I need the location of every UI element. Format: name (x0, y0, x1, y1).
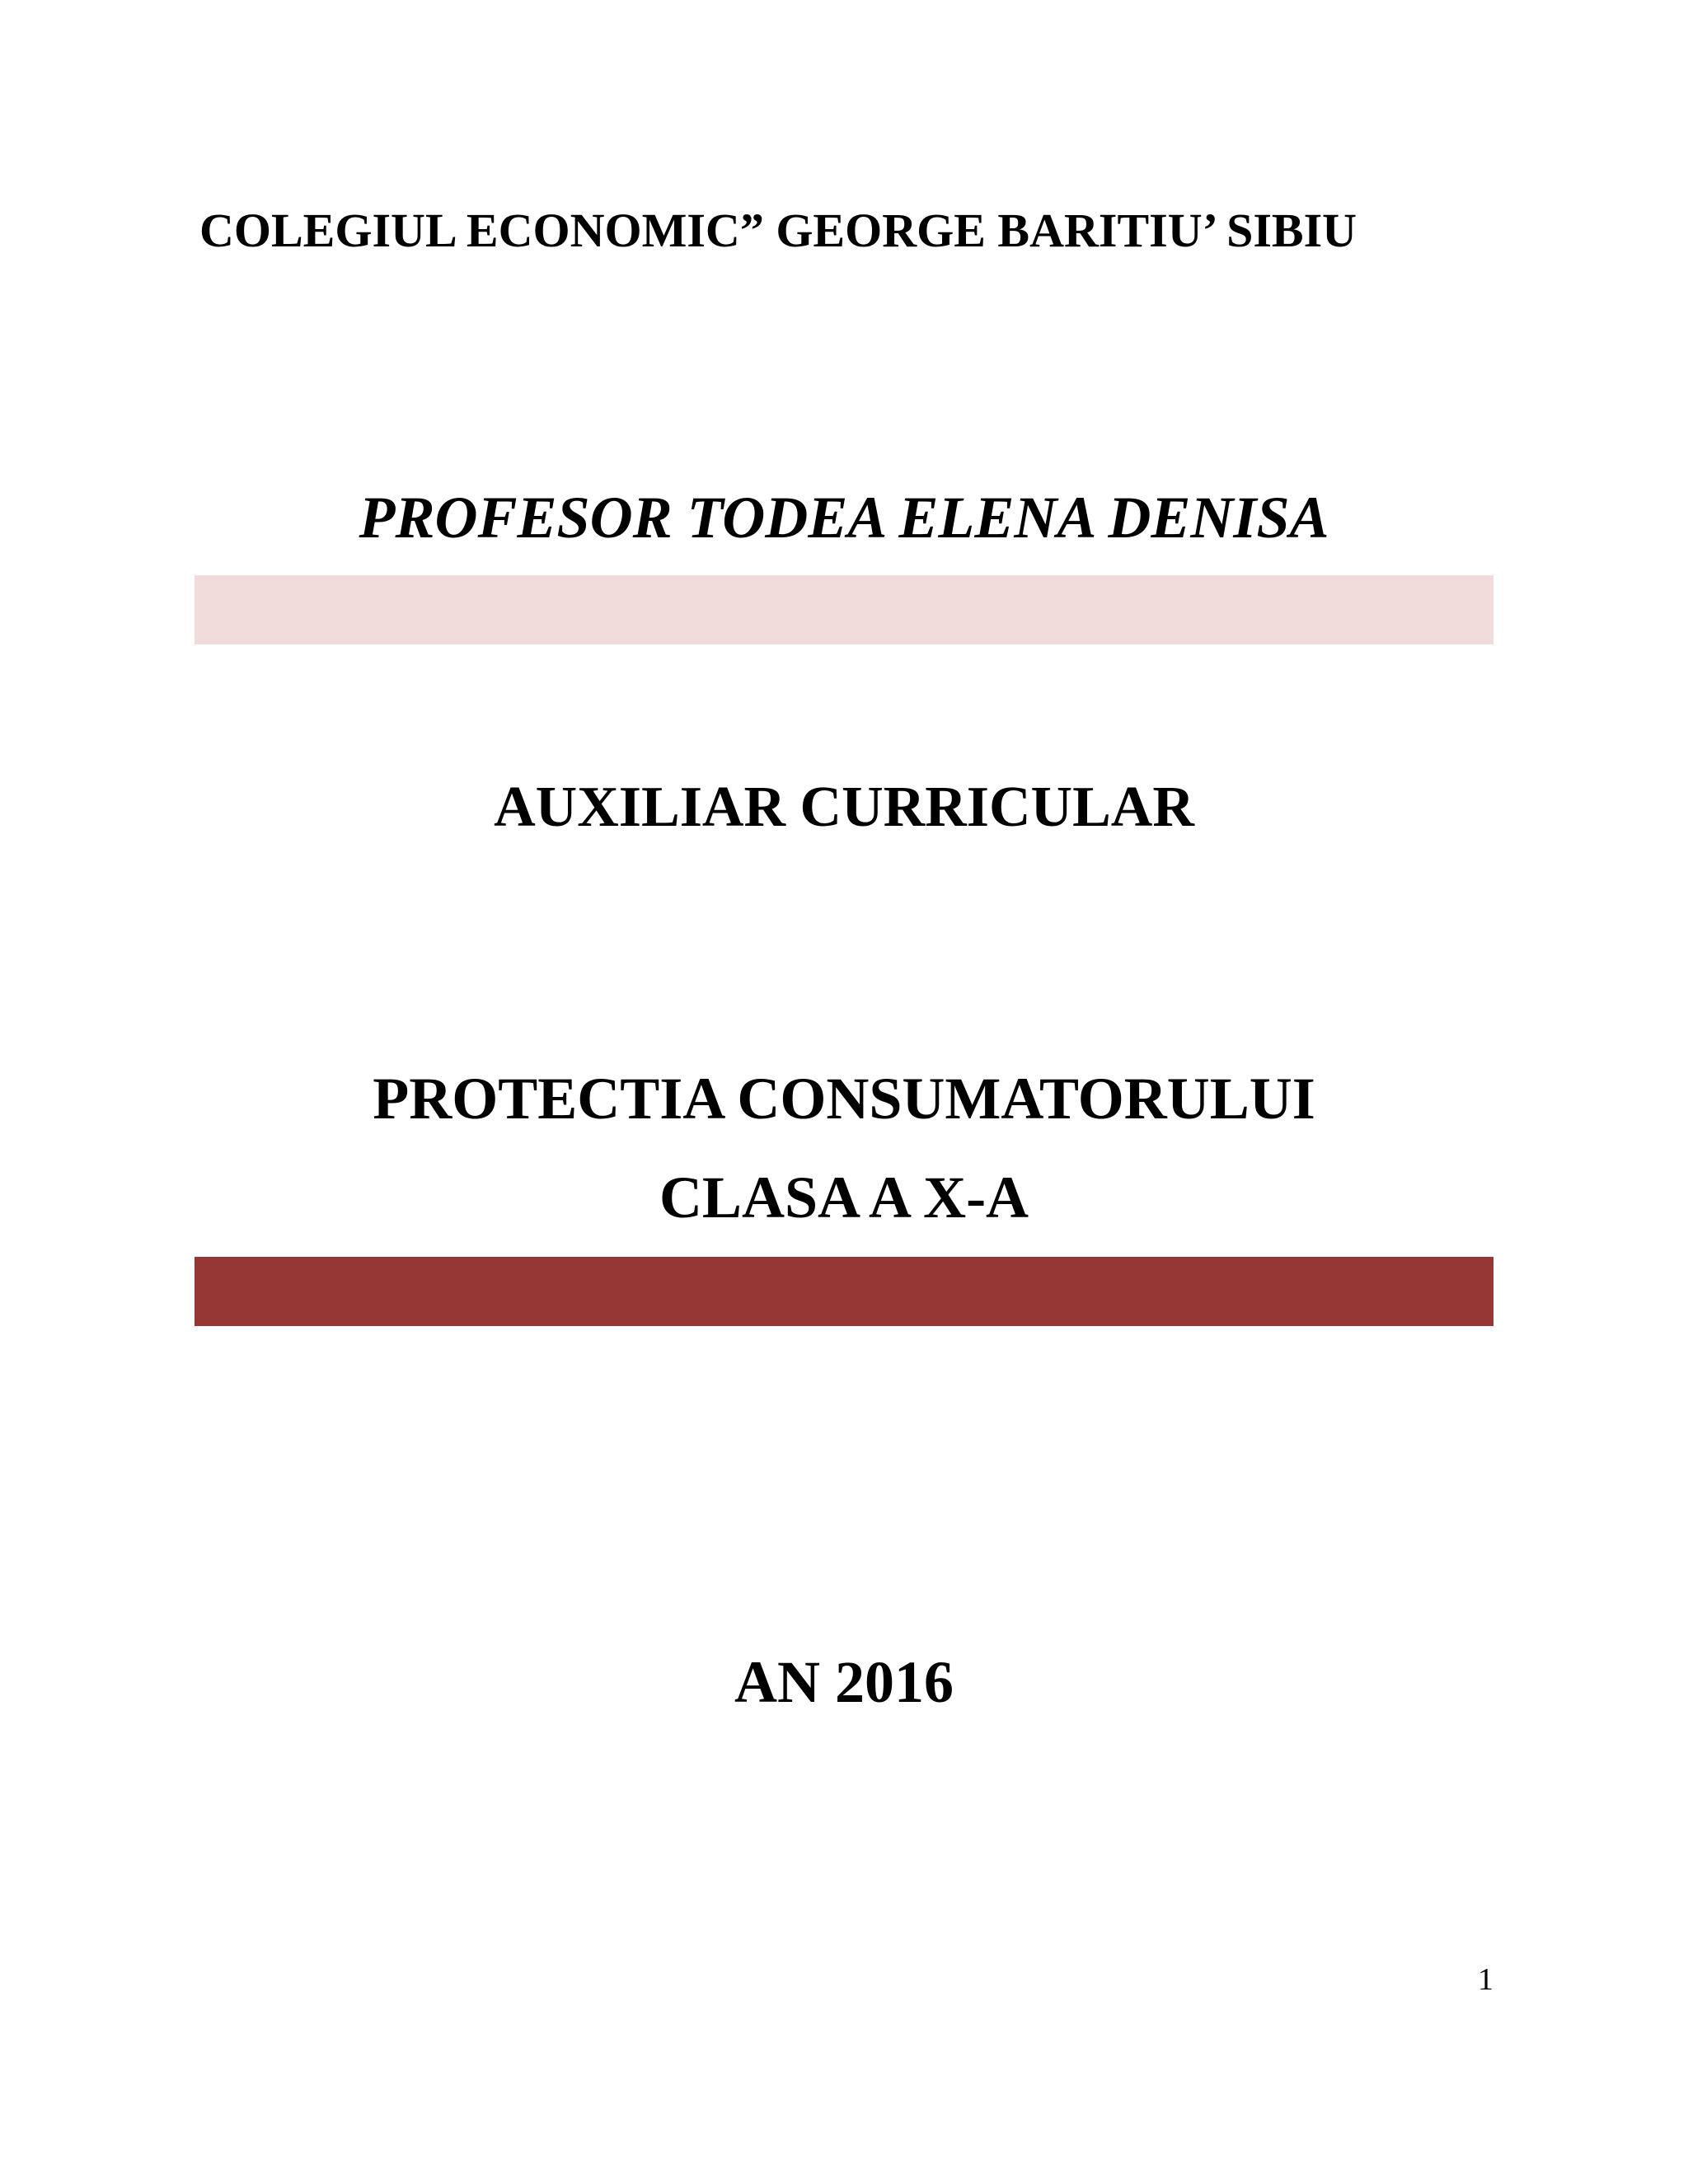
grade-level: CLASA A X-A (659, 1165, 1029, 1230)
page-number: 1 (1478, 1962, 1493, 1997)
decorative-band-light (195, 575, 1493, 644)
course-title: PROTECTIA CONSUMATORULUI (373, 1066, 1315, 1132)
document-year: AN 2016 (734, 1649, 954, 1715)
document-subtitle: AUXILIAR CURRICULAR (494, 776, 1194, 839)
author-name: PROFESOR TODEA ELENA DENISA (359, 485, 1329, 551)
decorative-band-dark (195, 1257, 1493, 1326)
school-name: COLEGIUL ECONOMIC” GEORGE BARITIU’ SIBIU (199, 204, 1357, 257)
